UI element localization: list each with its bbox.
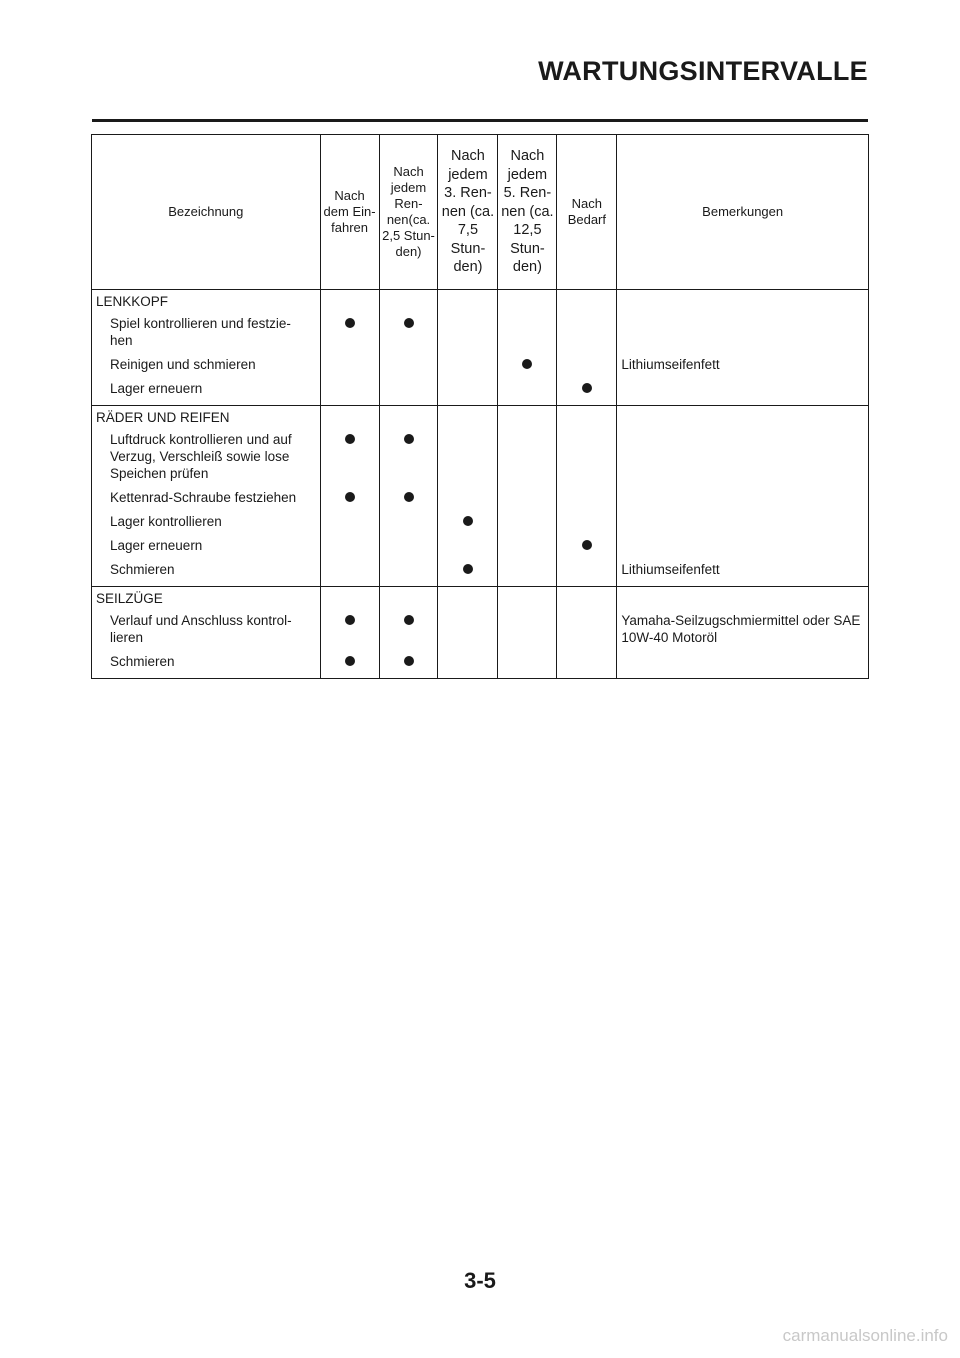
table-row	[92, 510, 869, 534]
bullet-dot-icon	[522, 359, 532, 369]
empty-cell	[379, 406, 438, 429]
item-label: Schmieren	[92, 650, 321, 679]
table-group	[92, 406, 869, 587]
item-remark: Lithiumseifenfett	[617, 353, 869, 377]
interval-cell	[438, 486, 498, 510]
empty-cell	[498, 406, 557, 429]
table-header-row	[92, 135, 869, 290]
interval-cell	[379, 650, 438, 679]
interval-cell	[320, 609, 379, 650]
item-remark: Yamaha-Seilzugschmiermittel oder SAE 10W-40 Motoröl	[617, 609, 869, 650]
interval-cell	[320, 486, 379, 510]
interval-cell	[498, 353, 557, 377]
group-title: SEILZÜGE	[92, 587, 321, 610]
empty-cell	[557, 406, 617, 429]
interval-cell	[379, 312, 438, 353]
maintenance-table	[91, 134, 869, 679]
interval-cell	[438, 510, 498, 534]
interval-cell	[557, 534, 617, 558]
group-header-row	[92, 290, 869, 313]
interval-cell	[438, 534, 498, 558]
empty-cell	[438, 406, 498, 429]
title-rule	[92, 119, 868, 122]
interval-cell	[557, 609, 617, 650]
bullet-dot-icon	[463, 564, 473, 574]
interval-cell	[379, 534, 438, 558]
bullet-dot-icon	[404, 656, 414, 666]
header-interval-1: Nach dem Ein- fahren	[320, 135, 379, 290]
item-remark	[617, 510, 869, 534]
interval-cell	[379, 510, 438, 534]
interval-cell	[557, 312, 617, 353]
interval-cell	[438, 428, 498, 486]
empty-cell	[617, 406, 869, 429]
empty-cell	[320, 587, 379, 610]
header-bemerkungen: Bemerkungen	[617, 135, 869, 290]
interval-cell	[379, 377, 438, 406]
bullet-dot-icon	[463, 516, 473, 526]
bullet-dot-icon	[582, 540, 592, 550]
item-label: Lager erneuern	[92, 377, 321, 406]
bullet-dot-icon	[404, 318, 414, 328]
item-label: Kettenrad-Schraube festziehen	[92, 486, 321, 510]
interval-cell	[320, 377, 379, 406]
interval-cell	[320, 428, 379, 486]
interval-cell	[498, 486, 557, 510]
empty-cell	[617, 587, 869, 610]
table-row	[92, 377, 869, 406]
interval-cell	[557, 486, 617, 510]
group-header-row	[92, 406, 869, 429]
interval-cell	[320, 534, 379, 558]
empty-cell	[320, 290, 379, 313]
item-label: Lager kontrollieren	[92, 510, 321, 534]
interval-cell	[557, 510, 617, 534]
item-remark	[617, 650, 869, 679]
empty-cell	[557, 587, 617, 610]
interval-cell	[498, 312, 557, 353]
table-row	[92, 609, 869, 650]
empty-cell	[320, 406, 379, 429]
interval-cell	[498, 510, 557, 534]
interval-cell	[320, 650, 379, 679]
interval-cell	[498, 377, 557, 406]
page-number: 3-5	[464, 1268, 496, 1293]
interval-cell	[438, 558, 498, 587]
page-title: WARTUNGSINTERVALLE	[538, 56, 868, 86]
table-row	[92, 650, 869, 679]
bullet-dot-icon	[345, 656, 355, 666]
interval-cell	[379, 486, 438, 510]
table-row	[92, 428, 869, 486]
watermark: carmanualsonline.info	[782, 1326, 948, 1345]
bullet-dot-icon	[582, 383, 592, 393]
empty-cell	[438, 290, 498, 313]
empty-cell	[557, 290, 617, 313]
header-interval-2: Nach jedem Ren- nen(ca. 2,5 Stun- den)	[379, 135, 438, 290]
interval-cell	[498, 650, 557, 679]
empty-cell	[379, 587, 438, 610]
interval-cell	[498, 609, 557, 650]
bullet-dot-icon	[404, 434, 414, 444]
table-row	[92, 534, 869, 558]
interval-cell	[379, 609, 438, 650]
table-row	[92, 558, 869, 587]
header-interval-3: Nach jedem 3. Ren- nen (ca. 7,5 Stun- den)	[438, 135, 498, 290]
item-label: Verlauf und Anschluss kontrol- lieren	[92, 609, 321, 650]
interval-cell	[438, 650, 498, 679]
interval-cell	[379, 353, 438, 377]
table-row	[92, 353, 869, 377]
header-bezeichnung: Bezeichnung	[92, 135, 321, 290]
interval-cell	[379, 558, 438, 587]
item-label: Lager erneuern	[92, 534, 321, 558]
interval-cell	[438, 609, 498, 650]
interval-cell	[498, 534, 557, 558]
interval-cell	[379, 428, 438, 486]
bullet-dot-icon	[345, 615, 355, 625]
interval-cell	[438, 312, 498, 353]
interval-cell	[557, 650, 617, 679]
interval-cell	[557, 558, 617, 587]
interval-cell	[438, 377, 498, 406]
interval-cell	[320, 510, 379, 534]
interval-cell	[557, 428, 617, 486]
group-title: RÄDER UND REIFEN	[92, 406, 321, 429]
item-label: Schmieren	[92, 558, 321, 587]
header-nach-bedarf: Nach Bedarf	[557, 135, 617, 290]
interval-cell	[498, 558, 557, 587]
item-label: Spiel kontrollieren und festzie- hen	[92, 312, 321, 353]
interval-cell	[320, 558, 379, 587]
interval-cell	[557, 353, 617, 377]
empty-cell	[498, 290, 557, 313]
item-remark	[617, 312, 869, 353]
group-title: LENKKOPF	[92, 290, 321, 313]
bullet-dot-icon	[404, 615, 414, 625]
bullet-dot-icon	[345, 434, 355, 444]
interval-cell	[320, 353, 379, 377]
group-header-row	[92, 587, 869, 610]
bullet-dot-icon	[345, 318, 355, 328]
item-remark	[617, 428, 869, 486]
empty-cell	[438, 587, 498, 610]
interval-cell	[320, 312, 379, 353]
interval-cell	[438, 353, 498, 377]
table-row	[92, 486, 869, 510]
item-remark	[617, 534, 869, 558]
bullet-dot-icon	[345, 492, 355, 502]
empty-cell	[617, 290, 869, 313]
item-label: Reinigen und schmieren	[92, 353, 321, 377]
table-group	[92, 290, 869, 406]
table-group	[92, 587, 869, 679]
item-label: Luftdruck kontrollieren und auf Verzug, Verschleiß sowie lose Speichen prüfen	[92, 428, 321, 486]
empty-cell	[379, 290, 438, 313]
empty-cell	[498, 587, 557, 610]
item-remark	[617, 377, 869, 406]
item-remark	[617, 486, 869, 510]
item-remark: Lithiumseifenfett	[617, 558, 869, 587]
bullet-dot-icon	[404, 492, 414, 502]
interval-cell	[557, 377, 617, 406]
interval-cell	[498, 428, 557, 486]
table-row	[92, 312, 869, 353]
header-interval-4: Nach jedem 5. Ren- nen (ca. 12,5 Stun- den)	[498, 135, 557, 290]
